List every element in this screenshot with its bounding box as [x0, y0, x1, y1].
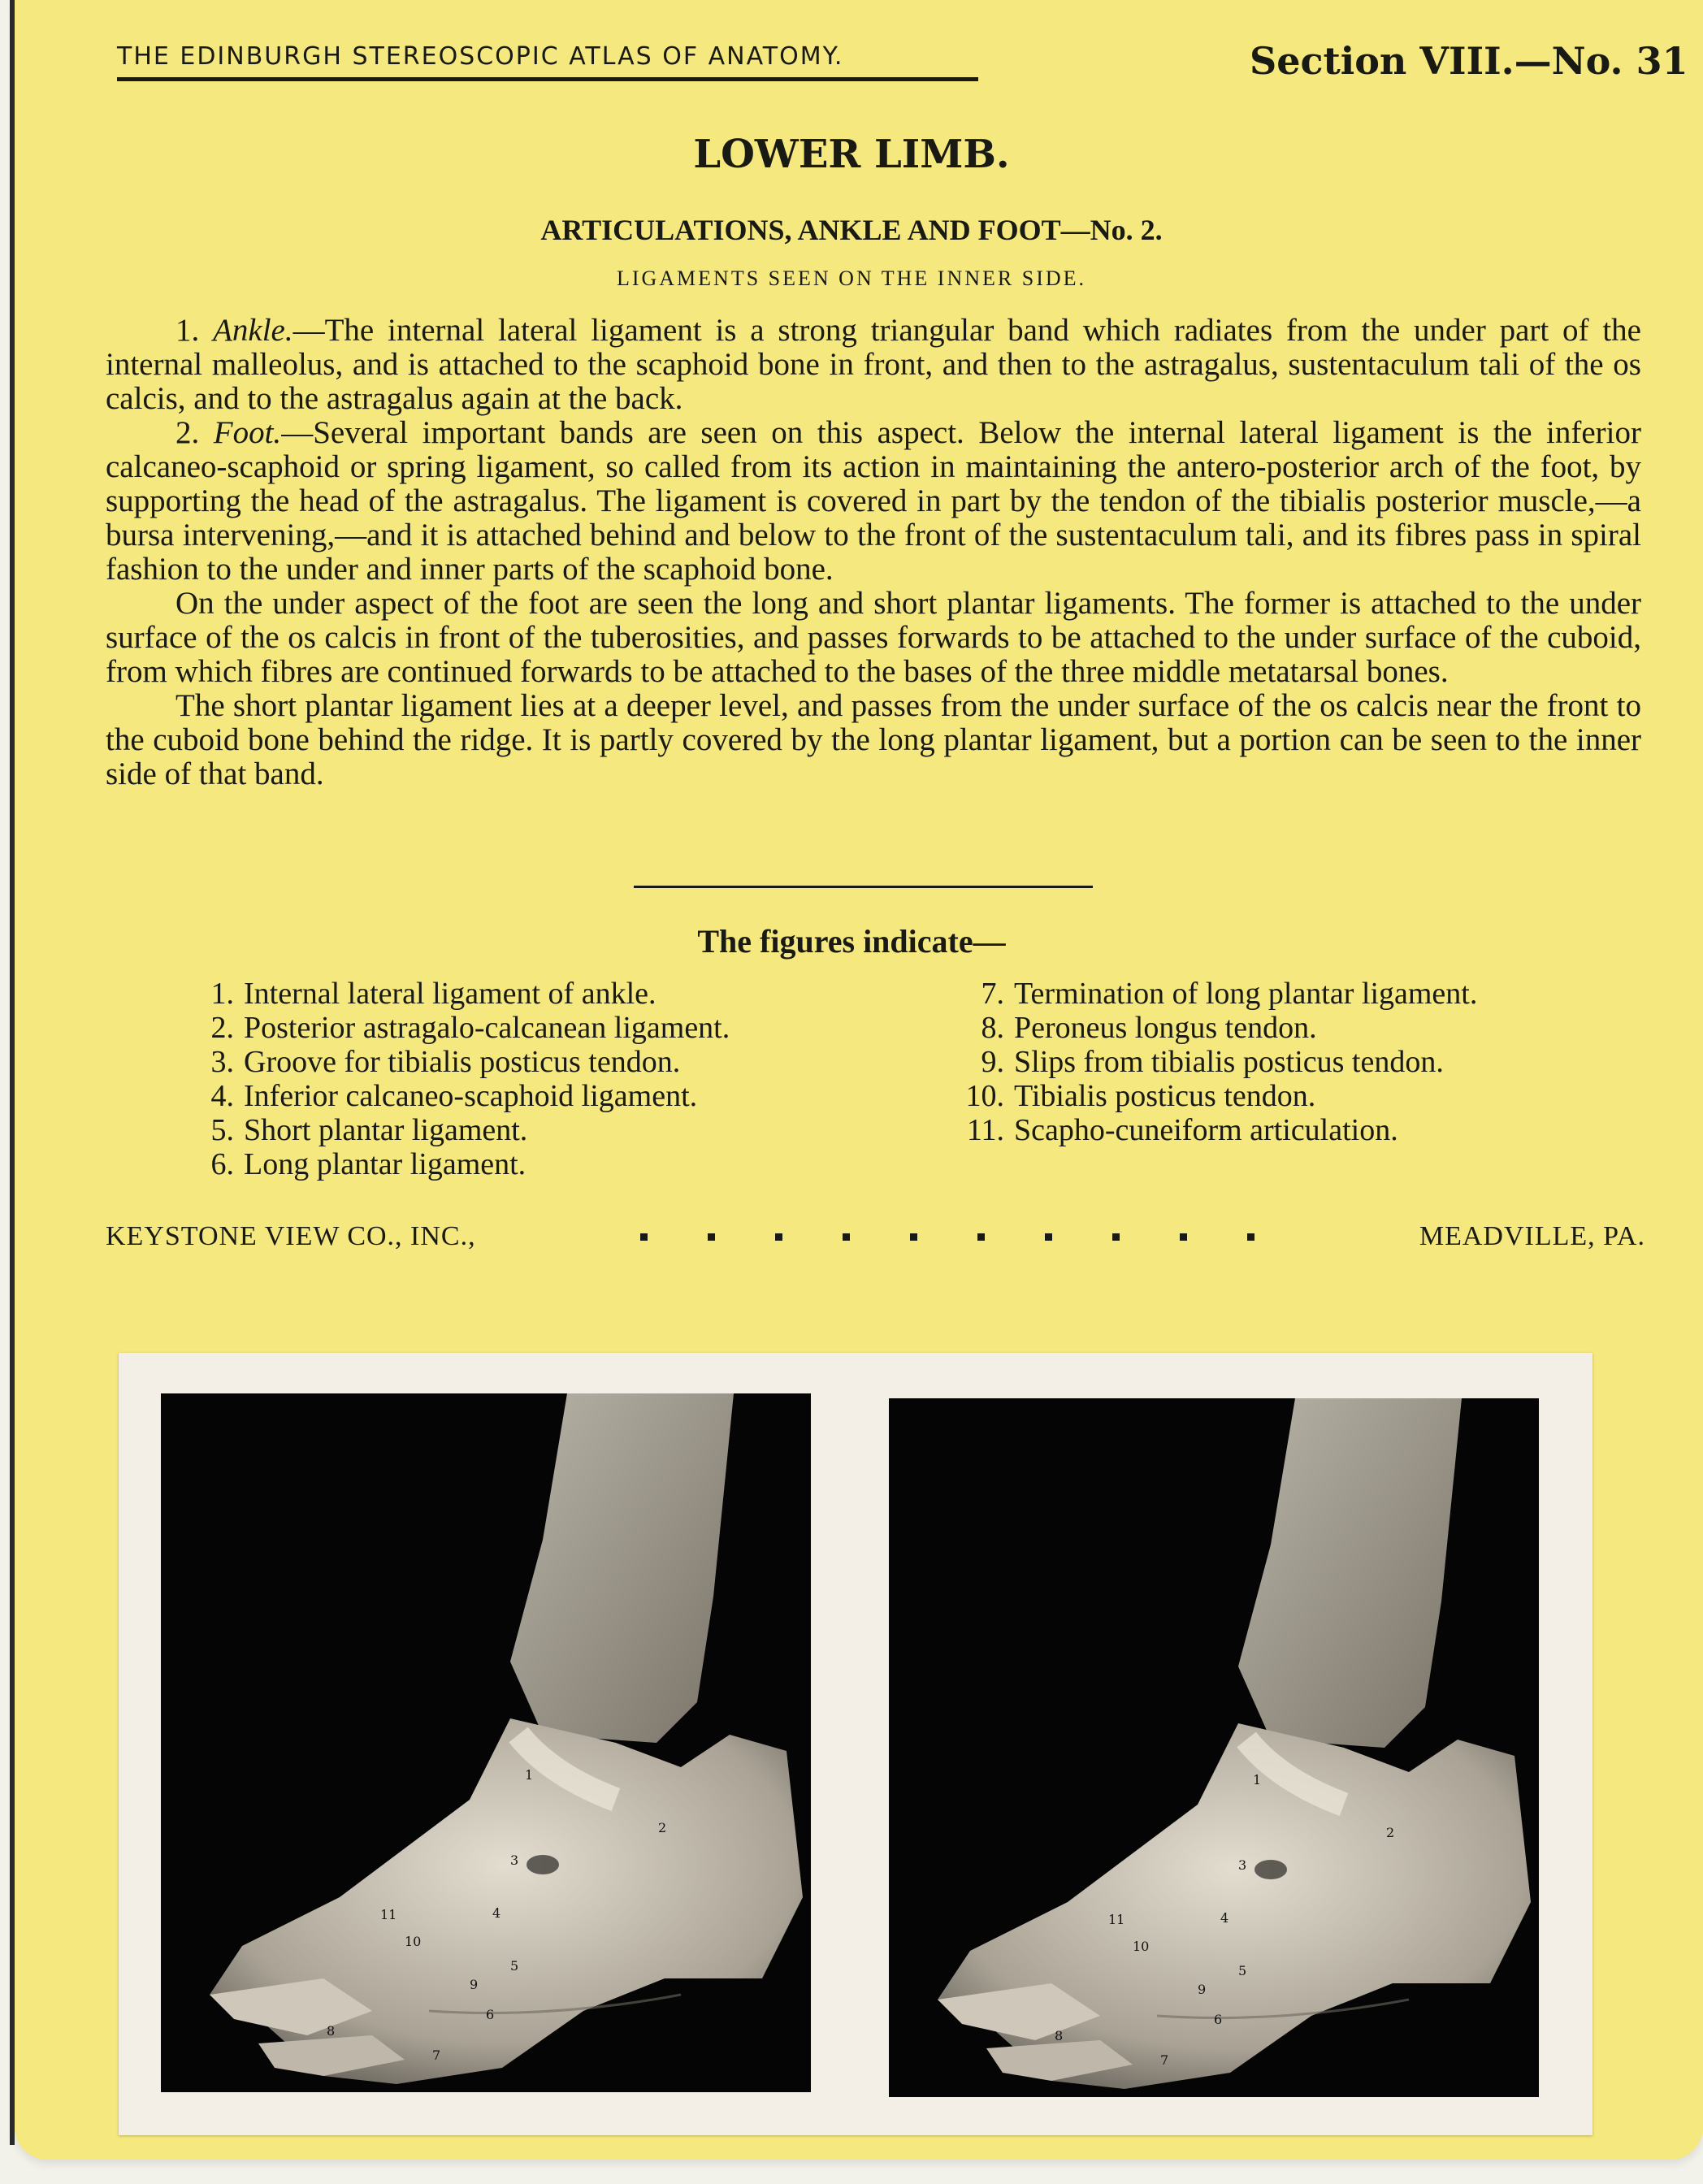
- photo-label-2: 2: [658, 1820, 667, 1835]
- atlas-title: THE EDINBURGH STEREOSCOPIC ATLAS OF ANATOMY.: [117, 42, 978, 81]
- stereo-photo-right: [889, 1398, 1539, 2097]
- photo-label-5: 5: [510, 1958, 519, 1974]
- paragraph-text: The short plantar ligament lies at a deeper level, and passes from the under surface of the os calcis near the front to the cuboid bone behind the ridge. It is partly covered by the long plantar ligament, but a portion can be seen to the inner side of that band.: [106, 688, 1641, 791]
- photo-label-6: 6: [486, 2007, 495, 2022]
- legend-item: 9. Slips from tibialis posticus tendon.: [981, 1045, 1444, 1079]
- photo-label-8: 8: [1055, 2028, 1064, 2043]
- paragraph-plantar: [106, 587, 1641, 689]
- page-subsubtitle: LIGAMENTS SEEN ON THE INNER SIDE.: [616, 266, 1087, 290]
- paragraph-foot: [106, 416, 1641, 587]
- paragraph-heading: Ankle.: [213, 313, 293, 348]
- page-subtitle: ARTICULATIONS, ANKLE AND FOOT—No. 2.: [540, 214, 1163, 246]
- photo-label-10: 10: [405, 1934, 422, 1949]
- publisher-name: KEYSTONE VIEW CO., INC.,: [106, 1221, 476, 1251]
- legend-item: 2. Posterior astragalo-calcanean ligament.: [210, 1011, 730, 1045]
- section-number: Section VIII.—No. 31: [1250, 39, 1688, 83]
- photo-label-5: 5: [1238, 1963, 1247, 1978]
- paragraph-number: 1.: [176, 313, 200, 348]
- photo-label-6: 6: [1214, 2012, 1223, 2027]
- photo-label-1: 1: [525, 1767, 534, 1783]
- paragraph-number: 2.: [176, 415, 200, 450]
- photo-label-11: 11: [380, 1907, 397, 1922]
- photo-label-9: 9: [470, 1977, 479, 1992]
- legend-item: 8. Peroneus longus tendon.: [981, 1011, 1317, 1045]
- photo-label-7: 7: [1160, 2052, 1169, 2068]
- stereo-photo-mount: [119, 1353, 1592, 2135]
- paragraph-ankle: [106, 314, 1641, 416]
- photo-label-4: 4: [1220, 1910, 1229, 1926]
- photo-label-7: 7: [432, 2048, 441, 2063]
- legend-item: 11. Scapho-cuneiform articulation.: [966, 1113, 1398, 1147]
- paragraph-text: On the under aspect of the foot are seen the long and short plantar ligaments. The former is attached to the under surface of the os calcis in front of the tuberosities, and passes forwards to be attached to the under surface of the cuboid, from which fibres are continued forwards to be attached to the bases of the three middle metatarsal bones.: [106, 586, 1641, 689]
- foot-dissection-image: [889, 1398, 1539, 2097]
- photo-label-4: 4: [492, 1905, 501, 1921]
- photo-label-1: 1: [1253, 1772, 1262, 1788]
- legend-item: 1. Internal lateral ligament of ankle.: [210, 977, 656, 1011]
- foot-dissection-image: [161, 1393, 811, 2092]
- photo-label-3: 3: [510, 1852, 519, 1868]
- legend-item: 5. Short plantar ligament.: [210, 1113, 528, 1147]
- paragraph-short-plantar: [106, 689, 1641, 791]
- figure-legend-right: [957, 977, 1477, 1147]
- photo-label-11: 11: [1108, 1912, 1125, 1927]
- publisher-footer: [106, 1221, 1645, 1252]
- photo-label-10: 10: [1133, 1939, 1150, 1954]
- photo-label-9: 9: [1198, 1982, 1207, 1997]
- paragraph-heading: Foot.: [213, 415, 282, 450]
- photo-label-3: 3: [1238, 1857, 1247, 1873]
- photo-label-8: 8: [327, 2023, 336, 2039]
- figure-legend-left: [187, 977, 730, 1181]
- legend-item: 4. Inferior calcaneo-scaphoid ligament.: [210, 1079, 698, 1113]
- paragraph-text: —The internal lateral ligament is a strong triangular band which radiates from the under part of the internal malleolus, and is attached to the scaphoid bone in front, and then to the astragalus, sustentaculum tali of the os calcis, and to the astragalus again at the back.: [106, 313, 1641, 416]
- body-text: [106, 314, 1641, 791]
- leader-dots: [640, 1233, 1254, 1241]
- divider-rule: [634, 886, 1093, 888]
- legend-item: 3. Groove for tibialis posticus tendon.: [210, 1045, 681, 1079]
- legend-item: 6. Long plantar ligament.: [210, 1147, 526, 1181]
- publisher-location: MEADVILLE, PA.: [1419, 1221, 1645, 1251]
- legend-item: 10. Tibialis posticus tendon.: [965, 1079, 1316, 1113]
- figures-heading: The figures indicate—: [697, 923, 1006, 960]
- page-title: LOWER LIMB.: [693, 132, 1010, 177]
- stereo-photo-left: [161, 1393, 811, 2092]
- photo-label-2: 2: [1386, 1825, 1395, 1840]
- legend-item: 7. Termination of long plantar ligament.: [981, 977, 1478, 1011]
- paragraph-text: —Several important bands are seen on this aspect. Below the internal lateral ligament is the inferior calcaneo-scaphoid or spring ligament, so called from its action in maintaining the antero-posterior arch of the foot, by supporting the head of the astragalus. The ligament is covered in part by the tendon of the tibialis posterior muscle,—a bursa intervening,—and it is attached behind and below to the front of the sustentaculum tali, and its fibres pass in spiral fashion to the under and inner parts of the scaphoid bone.: [106, 415, 1641, 587]
